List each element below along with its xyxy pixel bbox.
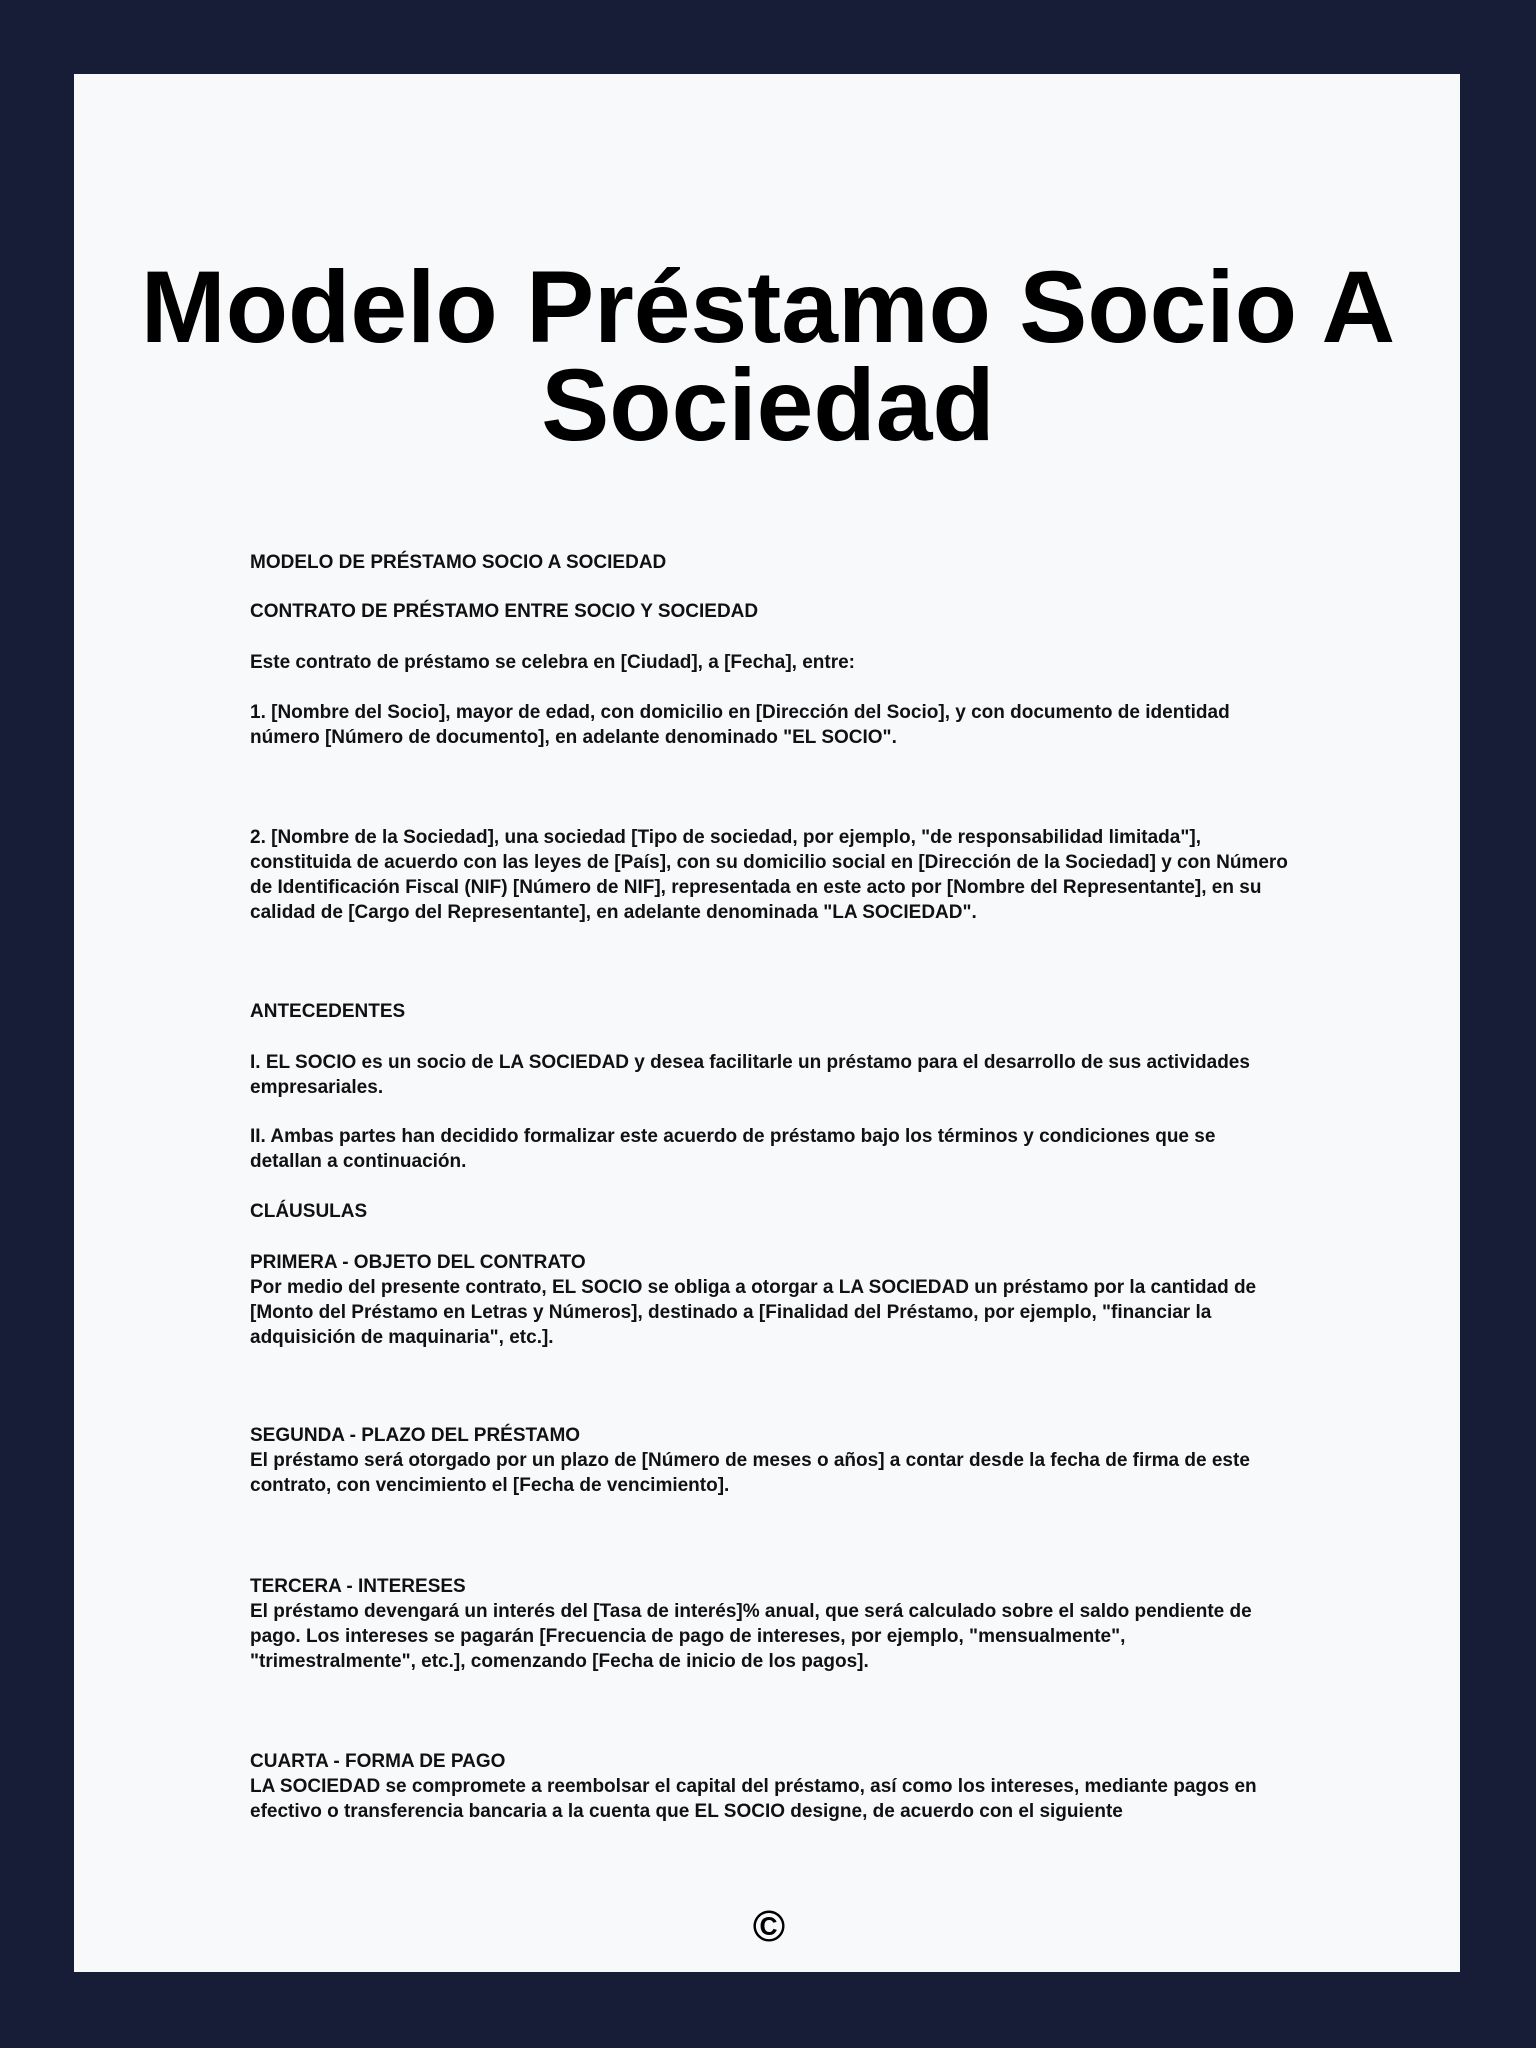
copyright-icon: © [752,1902,786,1951]
clause-text: El préstamo devengará un interés del [Tasa de interés]% anual, que será calculado sobre el saldo pendiente de pago. Los intereses se pagarán [Frecuencia de pago de intereses, por ejemplo, "mensualmente", "trimestralmente", etc.], comenzando [Fecha de inicio de los pagos]. [250,1601,1252,1672]
clause-tercera [250,1574,1290,1674]
clause-heading: CUARTA - FORMA DE PAGO [250,1751,506,1772]
clause-text: Por medio del presente contrato, EL SOCIO se obliga a otorgar a LA SOCIEDAD un préstamo por la cantidad de [Monto del Préstamo en Letras y Números], destinado a [Finalidad del Préstamo, por ejemplo, "financiar la adquisición de maquinaria", etc.]. [250,1277,1257,1348]
clause-heading: PRIMERA - OBJETO DEL CONTRATO [250,1252,586,1273]
intro-paragraph: Este contrato de préstamo se celebra en [Ciudad], a [Fecha], entre: [250,652,855,673]
doc-heading: MODELO DE PRÉSTAMO SOCIO A SOCIEDAD [250,552,667,573]
clause-heading: SEGUNDA - PLAZO DEL PRÉSTAMO [250,1425,581,1446]
party-2-paragraph: 2. [Nombre de la Sociedad], una sociedad [Tipo de sociedad, por ejemplo, "de responsabilidad limitada"], constituida de acuerdo con las leyes de [País], con su domicilio social en [Dirección de la Sociedad] y con Número de Identificación Fiscal (NIF) [Número de NIF], representada en este acto por [Nombre del Representante], en su calidad de [Cargo del Representante], en adelante denominada "LA SOCIEDAD". [250,827,1288,923]
clause-text: El préstamo será otorgado por un plazo de [Número de meses o años] a contar desde la fecha de firma de este contrato, con vencimiento el [Fecha de vencimiento]. [250,1450,1250,1496]
page-title: Modelo Préstamo Socio A Sociedad [140,250,1396,462]
clause-segunda [250,1423,1290,1498]
antecedente-1: I. EL SOCIO es un socio de LA SOCIEDAD y desea facilitarle un préstamo para el desarrollo de sus actividades empresariales. [250,1052,1250,1098]
antecedentes-heading: ANTECEDENTES [250,1001,406,1022]
doc-subheading: CONTRATO DE PRÉSTAMO ENTRE SOCIO Y SOCIEDAD [250,601,759,622]
clause-text: LA SOCIEDAD se compromete a reembolsar el capital del préstamo, así como los intereses, mediante pagos en efectivo o transferencia bancaria a la cuenta que EL SOCIO designe, de acuerdo con el siguiente [250,1776,1257,1822]
clause-heading: TERCERA - INTERESES [250,1576,466,1597]
clause-primera [250,1250,1290,1350]
antecedente-2: II. Ambas partes han decidido formalizar este acuerdo de préstamo bajo los términos y condiciones que se detallan a continuación. [250,1126,1216,1172]
clausulas-heading: CLÁUSULAS [250,1201,368,1222]
party-1-paragraph: 1. [Nombre del Socio], mayor de edad, con domicilio en [Dirección del Socio], y con documento de identidad número [Número de documento], en adelante denominado "EL SOCIO". [250,702,1230,748]
clause-cuarta [250,1749,1290,1824]
